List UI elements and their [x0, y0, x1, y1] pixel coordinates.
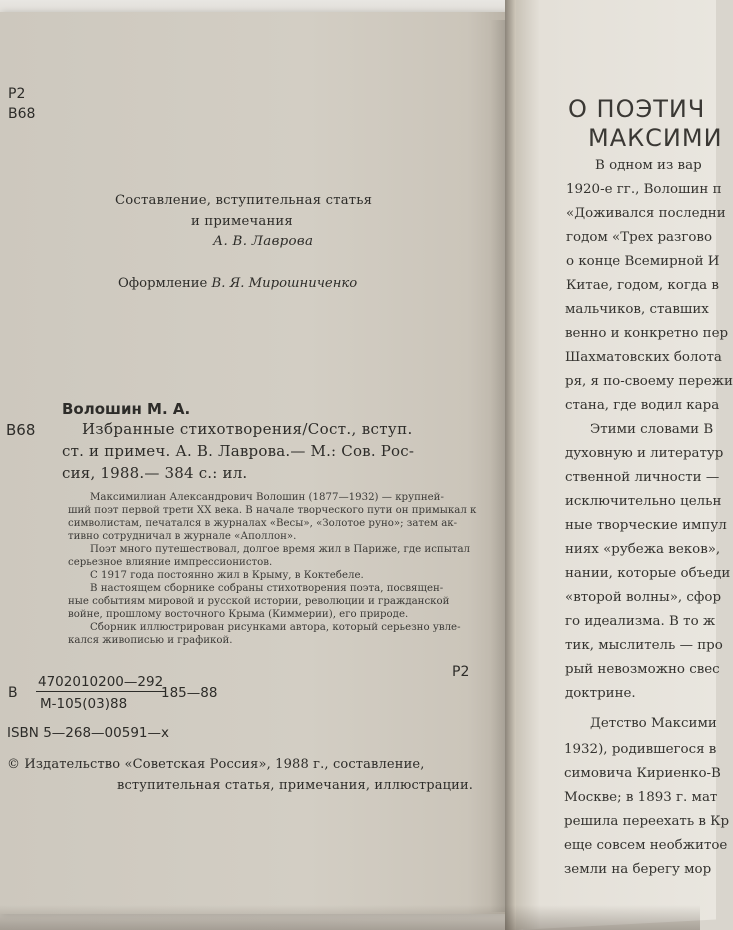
compiler-name: А. В. Лаврова	[213, 234, 314, 249]
right-line: мальчиков, ставших	[565, 302, 709, 317]
right-line: доктрине.	[565, 686, 636, 701]
right-line: еще совсем необжитое	[564, 838, 728, 853]
isbn: ISBN 5—268—00591—x	[7, 725, 169, 741]
formula-suffix: 185—88	[161, 685, 218, 701]
right-line: Шахматовских болота	[565, 350, 722, 365]
catalog-line-2: ст. и примеч. А. В. Лаврова.— М.: Сов. Рос-	[62, 442, 415, 460]
right-line: 1920-е гг., Волошин п	[566, 182, 722, 197]
right-line: исключительно цельн	[565, 494, 722, 509]
formula-numerator: 4702010200—292	[38, 674, 164, 690]
right-line: «Доживался последни	[566, 206, 726, 221]
annotation-line: Сборник иллюстрирован рисунками автора, который серьезно увле-	[90, 622, 461, 633]
right-line: венно и конкретно пер	[565, 326, 729, 341]
annotation-line: С 1917 года постоянно жил в Крыму, в Коктебеле.	[90, 570, 364, 581]
bottom-shadow	[0, 905, 700, 930]
right-line: рый невозможно свес	[565, 662, 720, 677]
right-line: го идеализма. В то ж	[565, 614, 716, 629]
annotation-line: войне, прошлому восточного Крыма (Киммерии), его природе.	[68, 609, 409, 620]
annotation-line: символистам, печатался в журналах «Весы», «Золотое руно»; затем ак-	[68, 518, 458, 529]
right-line: ниях «рубежа веков»,	[565, 542, 721, 557]
catalog-line-3: сия, 1988.— 384 с.: ил.	[62, 464, 248, 482]
right-line: духовную и литератур	[565, 446, 724, 461]
credits-line-1: Составление, вступительная статья	[115, 193, 373, 208]
catalog-line-1: Избранные стихотворения/Сост., вступ.	[82, 420, 413, 438]
right-title-line-2: МАКСИМИ	[588, 124, 723, 152]
right-title-line-1: О ПОЭТИЧ	[568, 95, 706, 123]
annotation-line: Поэт много путешествовал, долгое время жил в Париже, где испытал	[90, 544, 471, 555]
credits-line-2: и примечания	[191, 214, 293, 229]
annotation-line: ные событиям мировой и русской истории, революции и гражданской	[68, 596, 450, 607]
right-line: Этими словами В	[590, 422, 714, 437]
annotation-line: серьезное влияние импрессионистов.	[68, 557, 273, 568]
corner-code-2: В68	[8, 106, 36, 122]
right-line: ря, я по-своему пережи	[565, 374, 733, 389]
catalog-author: Волошин М. А.	[62, 400, 191, 418]
right-line: ственной личности —	[565, 470, 720, 485]
right-line: ные творческие импул	[565, 518, 727, 533]
annotation-line: тивно сотрудничал в журнале «Аполлон».	[68, 531, 297, 542]
designer-name: В. Я. Мирошниченко	[211, 276, 358, 291]
design-label: Оформление	[118, 276, 208, 291]
annotation-line: В настоящем сборнике собраны стихотворения поэта, посвящен-	[90, 583, 444, 594]
right-line: В одном из вар	[595, 158, 702, 173]
corner-code-1: Р2	[8, 86, 26, 102]
annotation-line: ший поэт первой трети XX века. В начале творческого пути он примыкал к	[68, 505, 477, 516]
right-line: Москве; в 1893 г. мат	[564, 790, 718, 805]
copyright-line-1: © Издательство «Советская Россия», 1988 г., составление,	[7, 757, 425, 772]
formula-letter: В	[8, 685, 18, 701]
right-line: стана, где водил кара	[565, 398, 720, 413]
annotation-line: Максимилиан Александрович Волошин (1877—1932) — крупней-	[90, 492, 444, 503]
right-line: о конце Всемирной И	[566, 254, 720, 269]
right-line: Детство Максими	[590, 716, 717, 731]
formula-denominator: М-105(03)88	[40, 696, 128, 712]
right-line: годом «Трех разгово	[566, 230, 713, 245]
right-line: 1932), родившегося в	[564, 742, 717, 757]
right-line: Китае, годом, когда в	[566, 278, 719, 293]
right-line: решила переехать в Кр	[564, 814, 730, 829]
right-line: нании, которые объеди	[565, 566, 731, 581]
bbk-code: Р2	[452, 664, 470, 680]
right-line: тик, мыслитель — про	[565, 638, 723, 653]
right-line: «второй волны», сфор	[565, 590, 722, 605]
right-line: земли на берегу мор	[564, 862, 712, 877]
catalog-code: В68	[6, 421, 36, 439]
right-line: симовича Кириенко-В	[564, 766, 721, 781]
annotation-line: кался живописью и графикой.	[68, 635, 233, 646]
copyright-line-2: вступительная статья, примечания, иллюстрации.	[117, 778, 474, 793]
